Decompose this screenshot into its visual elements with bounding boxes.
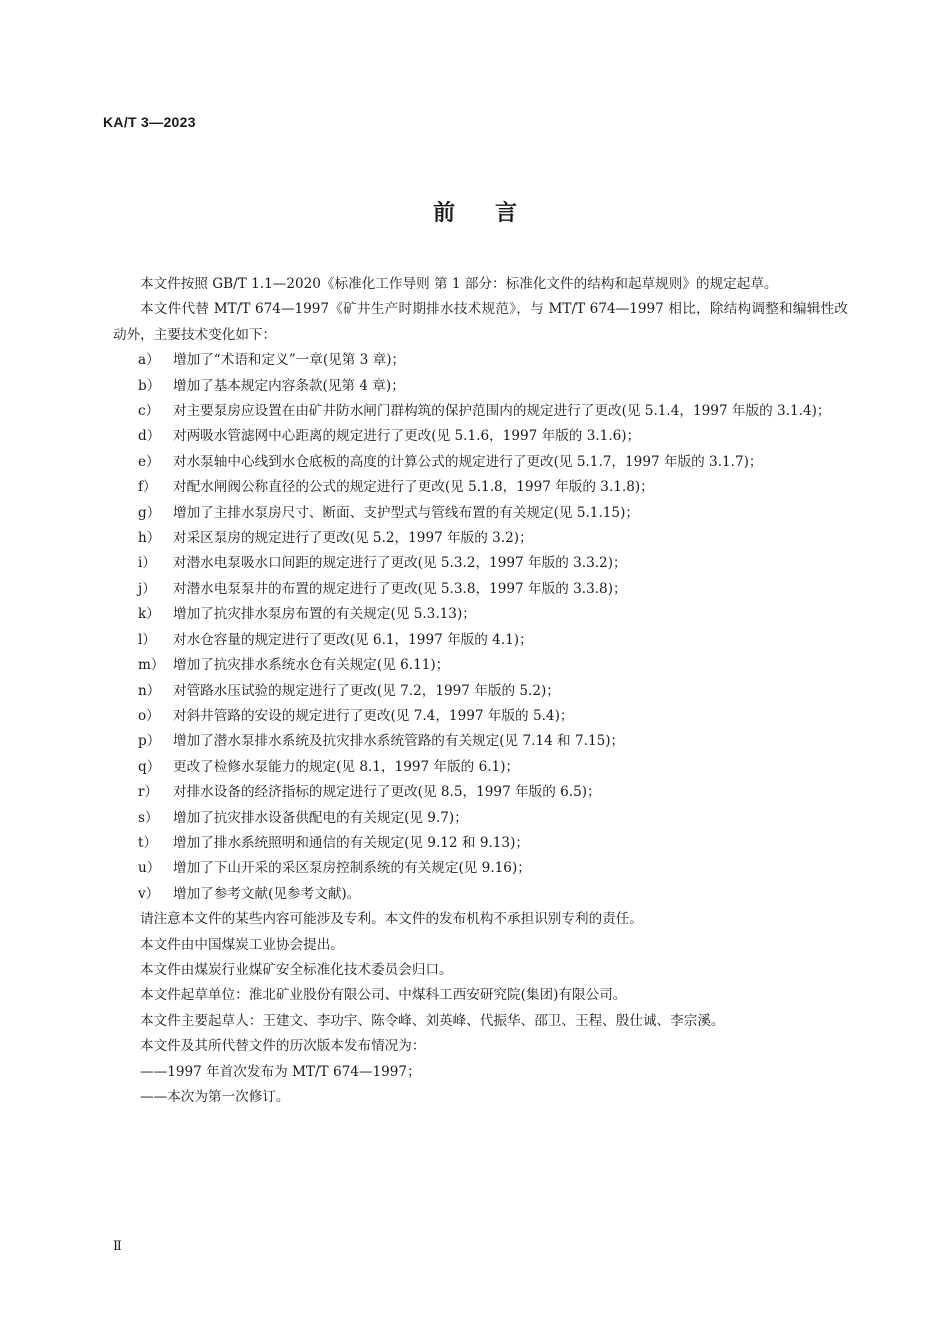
list-marker: q） [138, 758, 161, 775]
list-text: 对水泵轴中心线到水仓底板的高度的计算公式的规定进行了更改(见 5.1.7，1997 年版的 3.1.7)； [173, 453, 763, 470]
list-text: 对排水设备的经济指标的规定进行了更改(见 8.5，1997 年版的 6.5)； [173, 784, 601, 801]
list-item [113, 679, 848, 704]
list-item [113, 806, 848, 831]
list-text: 增加了主排水泵房尺寸、断面、支护型式与管线布置的有关规定(见 5.1.15)； [173, 504, 639, 521]
list-item [113, 780, 848, 805]
list-text: 增加了下山开采的采区泵房控制系统的有关规定(见 9.16)； [173, 860, 531, 877]
list-marker: d） [138, 428, 161, 445]
list-text: 对管路水压试验的规定进行了更改(见 7.2，1997 年版的 5.2)； [173, 682, 560, 699]
list-item [113, 653, 848, 678]
list-text: 对潜水电泵泵井的布置的规定进行了更改(见 5.3.8，1997 年版的 3.3.8)； [173, 580, 627, 597]
page-title: 前言 [432, 201, 557, 226]
list-item [113, 424, 848, 449]
list-marker: i） [138, 555, 156, 572]
list-marker: n） [138, 682, 161, 699]
preface-body [113, 272, 848, 1110]
list-text: 增加了排水系统照明和通信的有关规定(见 9.12 和 9.13)； [173, 834, 529, 851]
list-text: 对潜水电泵吸水口间距的规定进行了更改(见 5.3.2，1997 年版的 3.3.2)； [173, 555, 627, 572]
list-item [113, 704, 848, 729]
list-text: 增加了抗灾排水系统水仓有关规定(见 6.11)； [173, 657, 450, 674]
list-item [113, 856, 848, 881]
list-item [113, 501, 848, 526]
history-line: ——本次为第一次修订。 [140, 1089, 290, 1105]
list-marker: e） [138, 453, 160, 470]
list-marker: s） [138, 809, 159, 826]
paragraph: 请注意本文件的某些内容可能涉及专利。本文件的发布机构不承担识别专利的责任。 [140, 911, 643, 928]
list-marker: l） [138, 631, 156, 648]
list-text: 增加了潜水泵排水系统及抗灾排水系统管路的有关规定(见 7.14 和 7.15)； [173, 733, 625, 750]
list-item [113, 882, 848, 907]
list-text: 增加了“术语和定义”一章(见第 3 章)； [173, 352, 406, 369]
list-text: 对水仓容量的规定进行了更改(见 6.1，1997 年版的 4.1)； [173, 631, 533, 648]
list-text: 增加了抗灾排水泵房布置的有关规定(见 5.3.13)； [173, 606, 476, 623]
paragraph: 本文件按照 GB/T 1.1—2020《标准化工作导则 第 1 部分：标准化文件的结构和起草规则》的规定起草。 [140, 276, 778, 292]
paragraph: 本文件起草单位：淮北矿业股份有限公司、中煤科工西安研究院(集团)有限公司。 [140, 987, 627, 1004]
list-item [113, 551, 848, 576]
list-marker: f） [138, 479, 157, 496]
list-item [113, 577, 848, 602]
list-marker: o） [138, 707, 160, 724]
list-marker: u） [138, 860, 161, 877]
changes-list [113, 348, 848, 907]
list-item [113, 831, 848, 856]
list-marker: j） [138, 580, 156, 597]
list-text: 对两吸水管滤网中心距离的规定进行了更改(见 5.1.6，1997 年版的 3.1.6)； [173, 428, 641, 445]
standard-code: KA/T 3—2023 [103, 114, 196, 130]
list-text: 对主要泵房应设置在由矿井防水闸门群构筑的保护范围内的规定进行了更改(见 5.1.4，1997 年版的 3.1.4)； [173, 403, 831, 420]
list-item [113, 374, 848, 399]
list-text: 增加了参考文献(见参考文献)。 [173, 885, 361, 902]
page-number: Ⅱ [113, 1239, 122, 1254]
list-marker: b） [138, 377, 161, 394]
list-marker: m） [138, 657, 165, 674]
list-item [113, 729, 848, 754]
paragraph: 本文件及其所代替文件的历次版本发布情况为： [140, 1038, 426, 1055]
list-text: 对采区泵房的规定进行了更改(见 5.2，1997 年版的 3.2)； [173, 530, 533, 547]
list-marker: k） [138, 606, 160, 623]
list-marker: p） [138, 733, 161, 750]
list-marker: c） [138, 403, 160, 420]
list-text: 对配水闸阀公称直径的公式的规定进行了更改(见 5.1.8，1997 年版的 3.1.8)； [173, 479, 654, 496]
list-item [113, 526, 848, 551]
list-item [113, 602, 848, 627]
list-marker: v） [138, 885, 160, 902]
list-text: 对斜井管路的安设的规定进行了更改(见 7.4，1997 年版的 5.4)； [173, 707, 574, 724]
list-marker: a） [138, 352, 160, 369]
paragraph: 本文件代替 MT/T 674—1997《矿井生产时期排水技术规范》，与 MT/T 674—1997 相比，除结构调整和编辑性改动外，主要技术变化如下： [113, 301, 848, 343]
list-item [113, 755, 848, 780]
list-text: 增加了基本规定内容条款(见第 4 章)； [173, 377, 405, 394]
list-marker: r） [138, 784, 159, 801]
list-text: 增加了抗灾排水设备供配电的有关规定(见 9.7)； [173, 809, 468, 826]
list-text: 更改了检修水泵能力的规定(见 8.1，1997 年版的 6.1)； [173, 758, 520, 775]
list-item [113, 450, 848, 475]
paragraph: 本文件主要起草人：王建文、李功宇、陈令峰、刘英峰、代振华、邵卫、王程、殷仕诚、李宗溪。 [140, 1012, 725, 1029]
list-marker: g） [138, 504, 161, 521]
list-item [113, 628, 848, 653]
list-item [113, 348, 848, 373]
list-item [113, 399, 848, 424]
list-marker: h） [138, 530, 161, 547]
history-line: ——1997 年首次发布为 MT/T 674—1997； [140, 1063, 421, 1080]
paragraph: 本文件由中国煤炭工业协会提出。 [140, 936, 344, 953]
list-item [113, 475, 848, 500]
list-marker: t） [138, 834, 158, 851]
paragraph: 本文件由煤炭行业煤矿安全标准化技术委员会归口。 [140, 961, 453, 978]
